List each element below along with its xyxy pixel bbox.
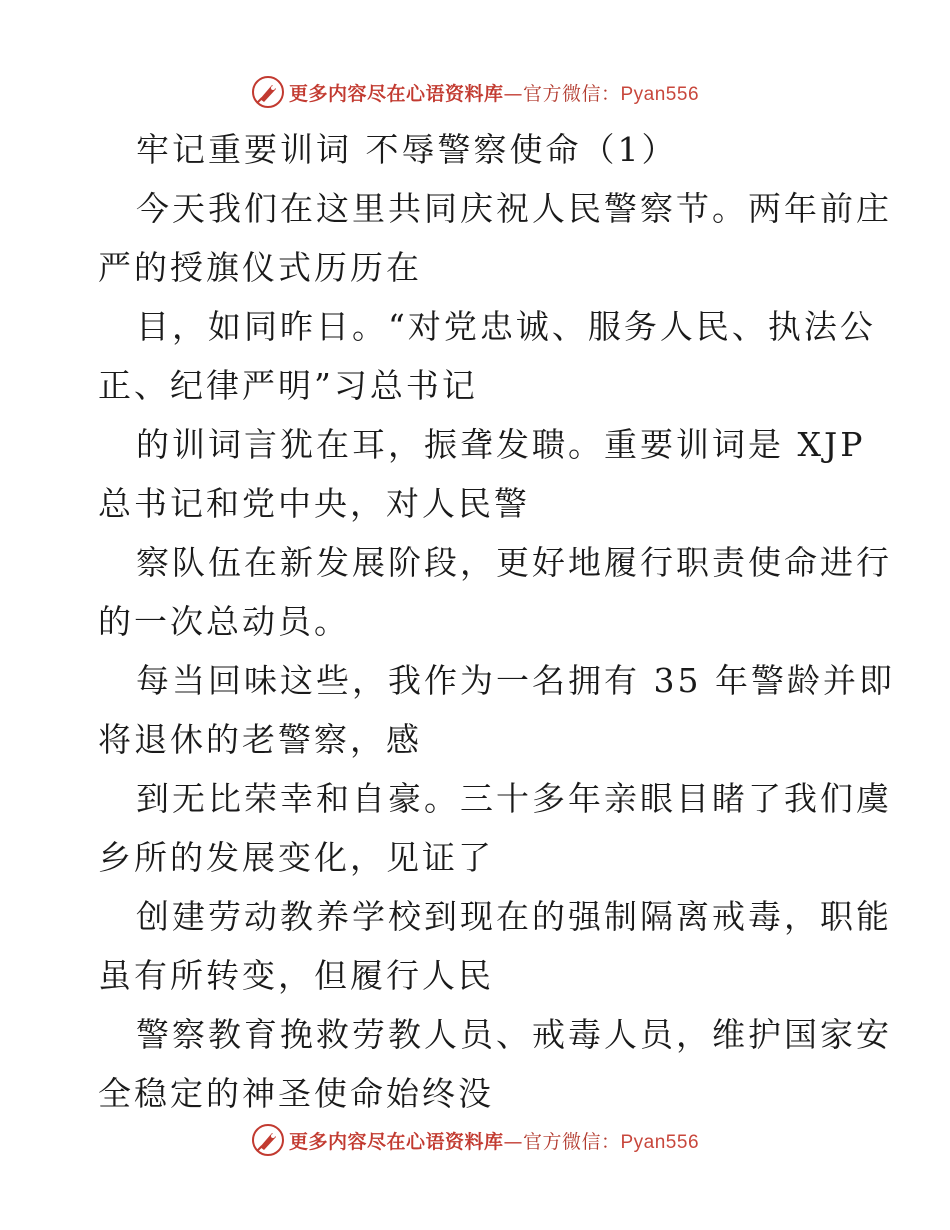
document-title: 牢记重要训词 不辱警察使命（1）	[136, 130, 678, 169]
paragraph-line: 的训词言犹在耳，振聋发聩。重要训词是 XJP	[136, 425, 866, 464]
paragraph-line: 虽有所转变，但履行人民	[98, 956, 494, 995]
paragraph-line: 乡所的发展变化，见证了	[98, 838, 494, 877]
paragraph-line: 全稳定的神圣使命始终没	[98, 1074, 494, 1113]
header-watermark	[0, 70, 950, 114]
paragraph-line: 总书记和党中央，对人民警	[98, 484, 530, 523]
banner-label: 官方微信：	[522, 82, 621, 105]
paragraph-line: 创建劳动教养学校到现在的强制隔离戒毒，职能	[136, 897, 892, 936]
pen-nib-logo-icon	[251, 1123, 285, 1157]
paragraph-line: 目，如同昨日。“对党忠诚、服务人民、执法公	[136, 307, 876, 346]
banner-wechat-id: Pyan556	[620, 1131, 700, 1153]
paragraph-line: 将退休的老警察，感	[98, 720, 422, 759]
paragraph-line: 正、纪律严明”习总书记	[98, 366, 478, 405]
paragraph-line: 察队伍在新发展阶段，更好地履行职责使命进行	[136, 543, 892, 582]
pen-nib-logo-icon	[251, 75, 285, 109]
paragraph-line: 警察教育挽救劳教人员、戒毒人员，维护国家安	[136, 1015, 892, 1054]
paragraph-line: 严的授旗仪式历历在	[98, 248, 422, 287]
banner-wechat-id: Pyan556	[620, 83, 700, 105]
banner-main-text: 更多内容尽在心语资料库	[288, 1130, 504, 1153]
footer-watermark	[0, 1118, 950, 1162]
banner-separator: —	[503, 82, 523, 105]
banner-main-text: 更多内容尽在心语资料库	[288, 82, 504, 105]
paragraph-line: 的一次总动员。	[98, 602, 350, 641]
paragraph-line: 每当回味这些，我作为一名拥有 35 年警龄并即	[136, 661, 895, 700]
banner-separator: —	[503, 1130, 523, 1153]
paragraph-line: 今天我们在这里共同庆祝人民警察节。两年前庄	[136, 189, 892, 228]
paragraph-line: 到无比荣幸和自豪。三十多年亲眼目睹了我们虞	[136, 779, 892, 818]
banner-label: 官方微信：	[522, 1130, 621, 1153]
document-body	[98, 120, 895, 1123]
